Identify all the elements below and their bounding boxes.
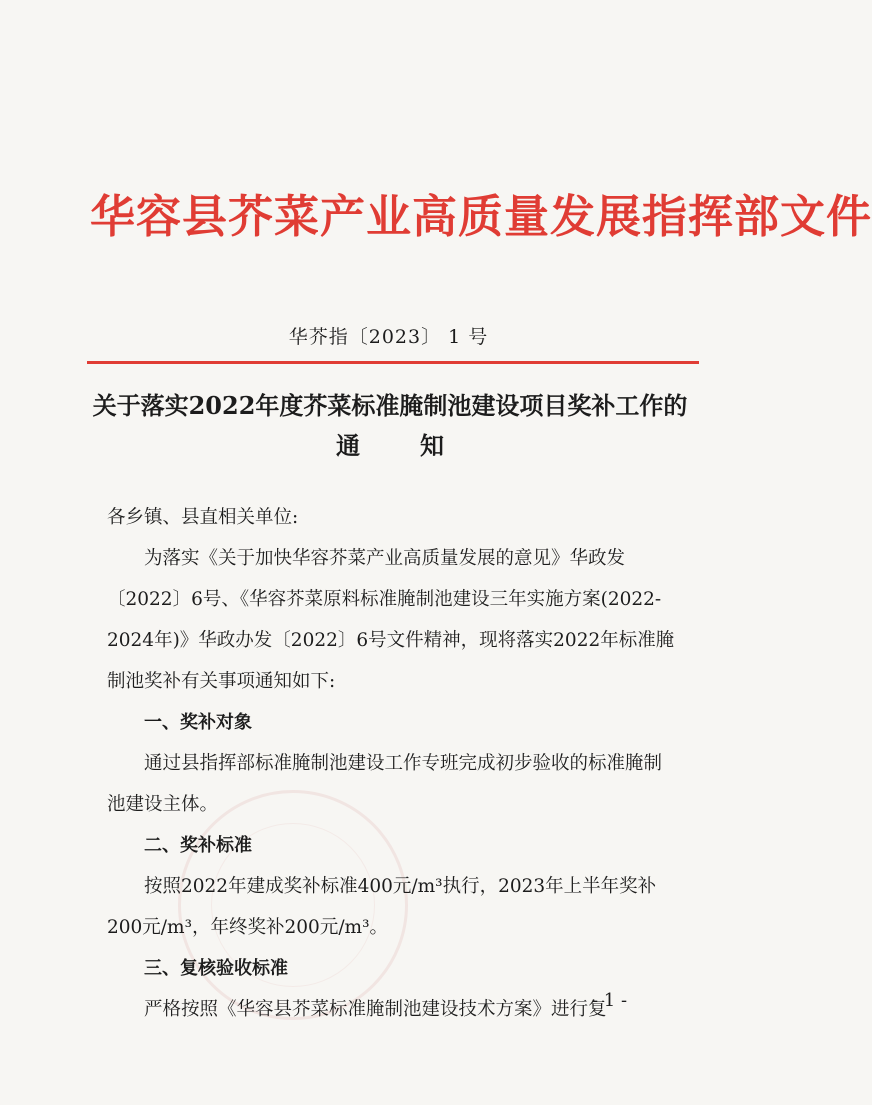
section-heading-1: 一、奖补对象 — [144, 712, 252, 733]
document-body — [107, 497, 677, 1030]
section-heading-2: 二、奖补标准 — [144, 835, 252, 856]
section-heading-3: 三、复核验收标准 — [144, 958, 288, 979]
section-text-1: 通过县指挥部标准腌制池建设工作专班完成初步验收的标准腌制池建设主体。 — [107, 753, 663, 815]
salutation: 各乡镇、县直相关单位: — [107, 507, 299, 528]
document-header-title: 华容县芥菜产业高质量发展指挥部文件 — [90, 190, 872, 243]
section-text-3: 严格按照《华容县芥菜标准腌制池建设技术方案》进行复 — [144, 999, 607, 1020]
notice-title — [90, 386, 690, 466]
page-number: - 1 - — [592, 990, 628, 1011]
red-separator-line — [87, 361, 699, 364]
document-number: 华芥指〔2023〕 1 号 — [288, 326, 489, 348]
intro-paragraph: 为落实《关于加快华容芥菜产业高质量发展的意见》华政发〔2022〕6号、《华容芥菜原料标准腌制池建设三年实施方案(2022-2024年)》华政办发〔2022〕6号文件精神，现将落实2022年标准腌制池奖补有关事项通知如下: — [107, 548, 675, 692]
section-text-2: 按照2022年建成奖补标准400元/m³执行，2023年上半年奖补200元/m³，年终奖补200元/m³。 — [107, 876, 657, 938]
notice-title-line2: 通知 — [336, 431, 504, 460]
notice-title-line1: 关于落实2022年度芥菜标准腌制池建设项目奖补工作的 — [92, 391, 688, 420]
